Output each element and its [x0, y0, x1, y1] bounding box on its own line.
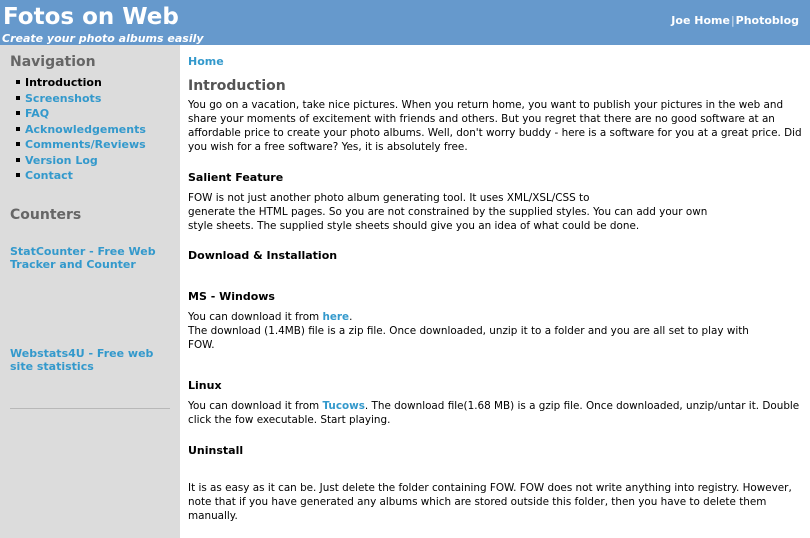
page-title: Introduction — [188, 78, 286, 94]
nav-item-label[interactable]: Version Log — [25, 153, 98, 167]
tucows-download-link[interactable]: Tucows — [322, 400, 365, 412]
nav-item-label[interactable]: FAQ — [25, 107, 50, 120]
nav-item-label[interactable]: Screenshots — [25, 91, 102, 105]
salient-feature-paragraph — [188, 191, 804, 233]
nav-item-faq[interactable] — [16, 107, 146, 123]
nav-item-comments-reviews[interactable] — [16, 138, 146, 154]
linux-text-after: . The download file(1.68 MB) is a gzip file. Once downloaded, unzip/untar it. Double click the fow executable. Start playing. — [188, 400, 800, 426]
nav-item-label[interactable]: Comments/Reviews — [25, 138, 146, 151]
nav-item-contact[interactable] — [16, 169, 146, 185]
windows-line: FOW. — [188, 339, 215, 351]
salient-line: generate the HTML pages. So you are not constrained by the supplied styles. You can add your own — [188, 206, 708, 218]
nav-item-label[interactable]: Contact — [25, 169, 73, 182]
windows-text-after: . — [349, 311, 353, 323]
site-title: Fotos on Web — [3, 4, 179, 30]
uninstall-heading: Uninstall — [188, 444, 244, 457]
linux-text-before: You can download it from — [188, 400, 323, 412]
photoblog-link[interactable]: Photoblog — [735, 14, 799, 27]
linux-heading: Linux — [188, 379, 222, 392]
navigation-heading: Navigation — [10, 54, 96, 70]
breadcrumb-home-link[interactable]: Home — [188, 55, 224, 68]
windows-text-before: You can download it from — [188, 311, 323, 323]
uninstall-paragraph: It is as easy as it can be. Just delete the folder containing FOW. FOW does not write anything into registry. However, note that if you have generated any albums which are stored outside this folder, then you have to delete them manually. — [188, 482, 792, 522]
top-link-separator: | — [730, 14, 735, 27]
bullet-icon — [16, 127, 20, 131]
joe-home-link[interactable]: Joe Home — [671, 14, 730, 27]
top-links — [671, 14, 799, 28]
sidebar-divider — [10, 408, 170, 409]
bullet-icon — [16, 111, 20, 115]
nav-item-label[interactable]: Introduction — [25, 76, 102, 89]
counters-heading: Counters — [10, 207, 82, 223]
nav-list — [16, 76, 146, 185]
windows-line — [188, 310, 804, 324]
nav-item-label[interactable]: Acknowledgements — [25, 122, 146, 136]
nav-item-acknowledgements[interactable] — [16, 123, 146, 139]
intro-paragraph: You go on a vacation, take nice pictures. When you return home, you want to publish your pictures in the web and share your moments of excitement with friends and others. But you regret that there are no good software at an affordable price to create your photo albums. Well, don't worry buddy - here is a software for you at a great price. Did you wish for a free software? Yes, it is absolutely free. — [188, 99, 802, 153]
site-tagline: Create your photo albums easily — [2, 32, 204, 45]
windows-line: The download (1.4MB) file is a zip file. Once downloaded, unzip it to a folder and you are all set to play with — [188, 325, 749, 337]
bullet-icon — [16, 142, 20, 146]
bullet-icon — [16, 96, 20, 100]
bullet-icon — [16, 173, 20, 177]
ms-windows-paragraph — [188, 310, 804, 352]
salient-feature-heading: Salient Feature — [188, 171, 284, 184]
linux-paragraph — [188, 399, 804, 427]
bullet-icon — [16, 80, 20, 84]
ms-windows-heading: MS - Windows — [188, 290, 275, 303]
windows-download-link[interactable]: here — [322, 311, 350, 323]
bullet-icon — [16, 158, 20, 162]
site-header — [0, 0, 810, 45]
nav-item-screenshots[interactable] — [16, 92, 146, 108]
nav-item-version-log[interactable] — [16, 154, 146, 170]
nav-item-introduction[interactable] — [16, 76, 146, 92]
salient-line: FOW is not just another photo album generating tool. It uses XML/XSL/CSS to — [188, 192, 590, 204]
salient-line: style sheets. The supplied style sheets should give you an idea of what could be done. — [188, 220, 640, 232]
download-installation-heading: Download & Installation — [188, 249, 338, 262]
statcounter-link[interactable]: StatCounter - Free Web Tracker and Counter — [10, 245, 156, 271]
webstats4u-link[interactable]: Webstats4U - Free web site statistics — [10, 347, 154, 373]
